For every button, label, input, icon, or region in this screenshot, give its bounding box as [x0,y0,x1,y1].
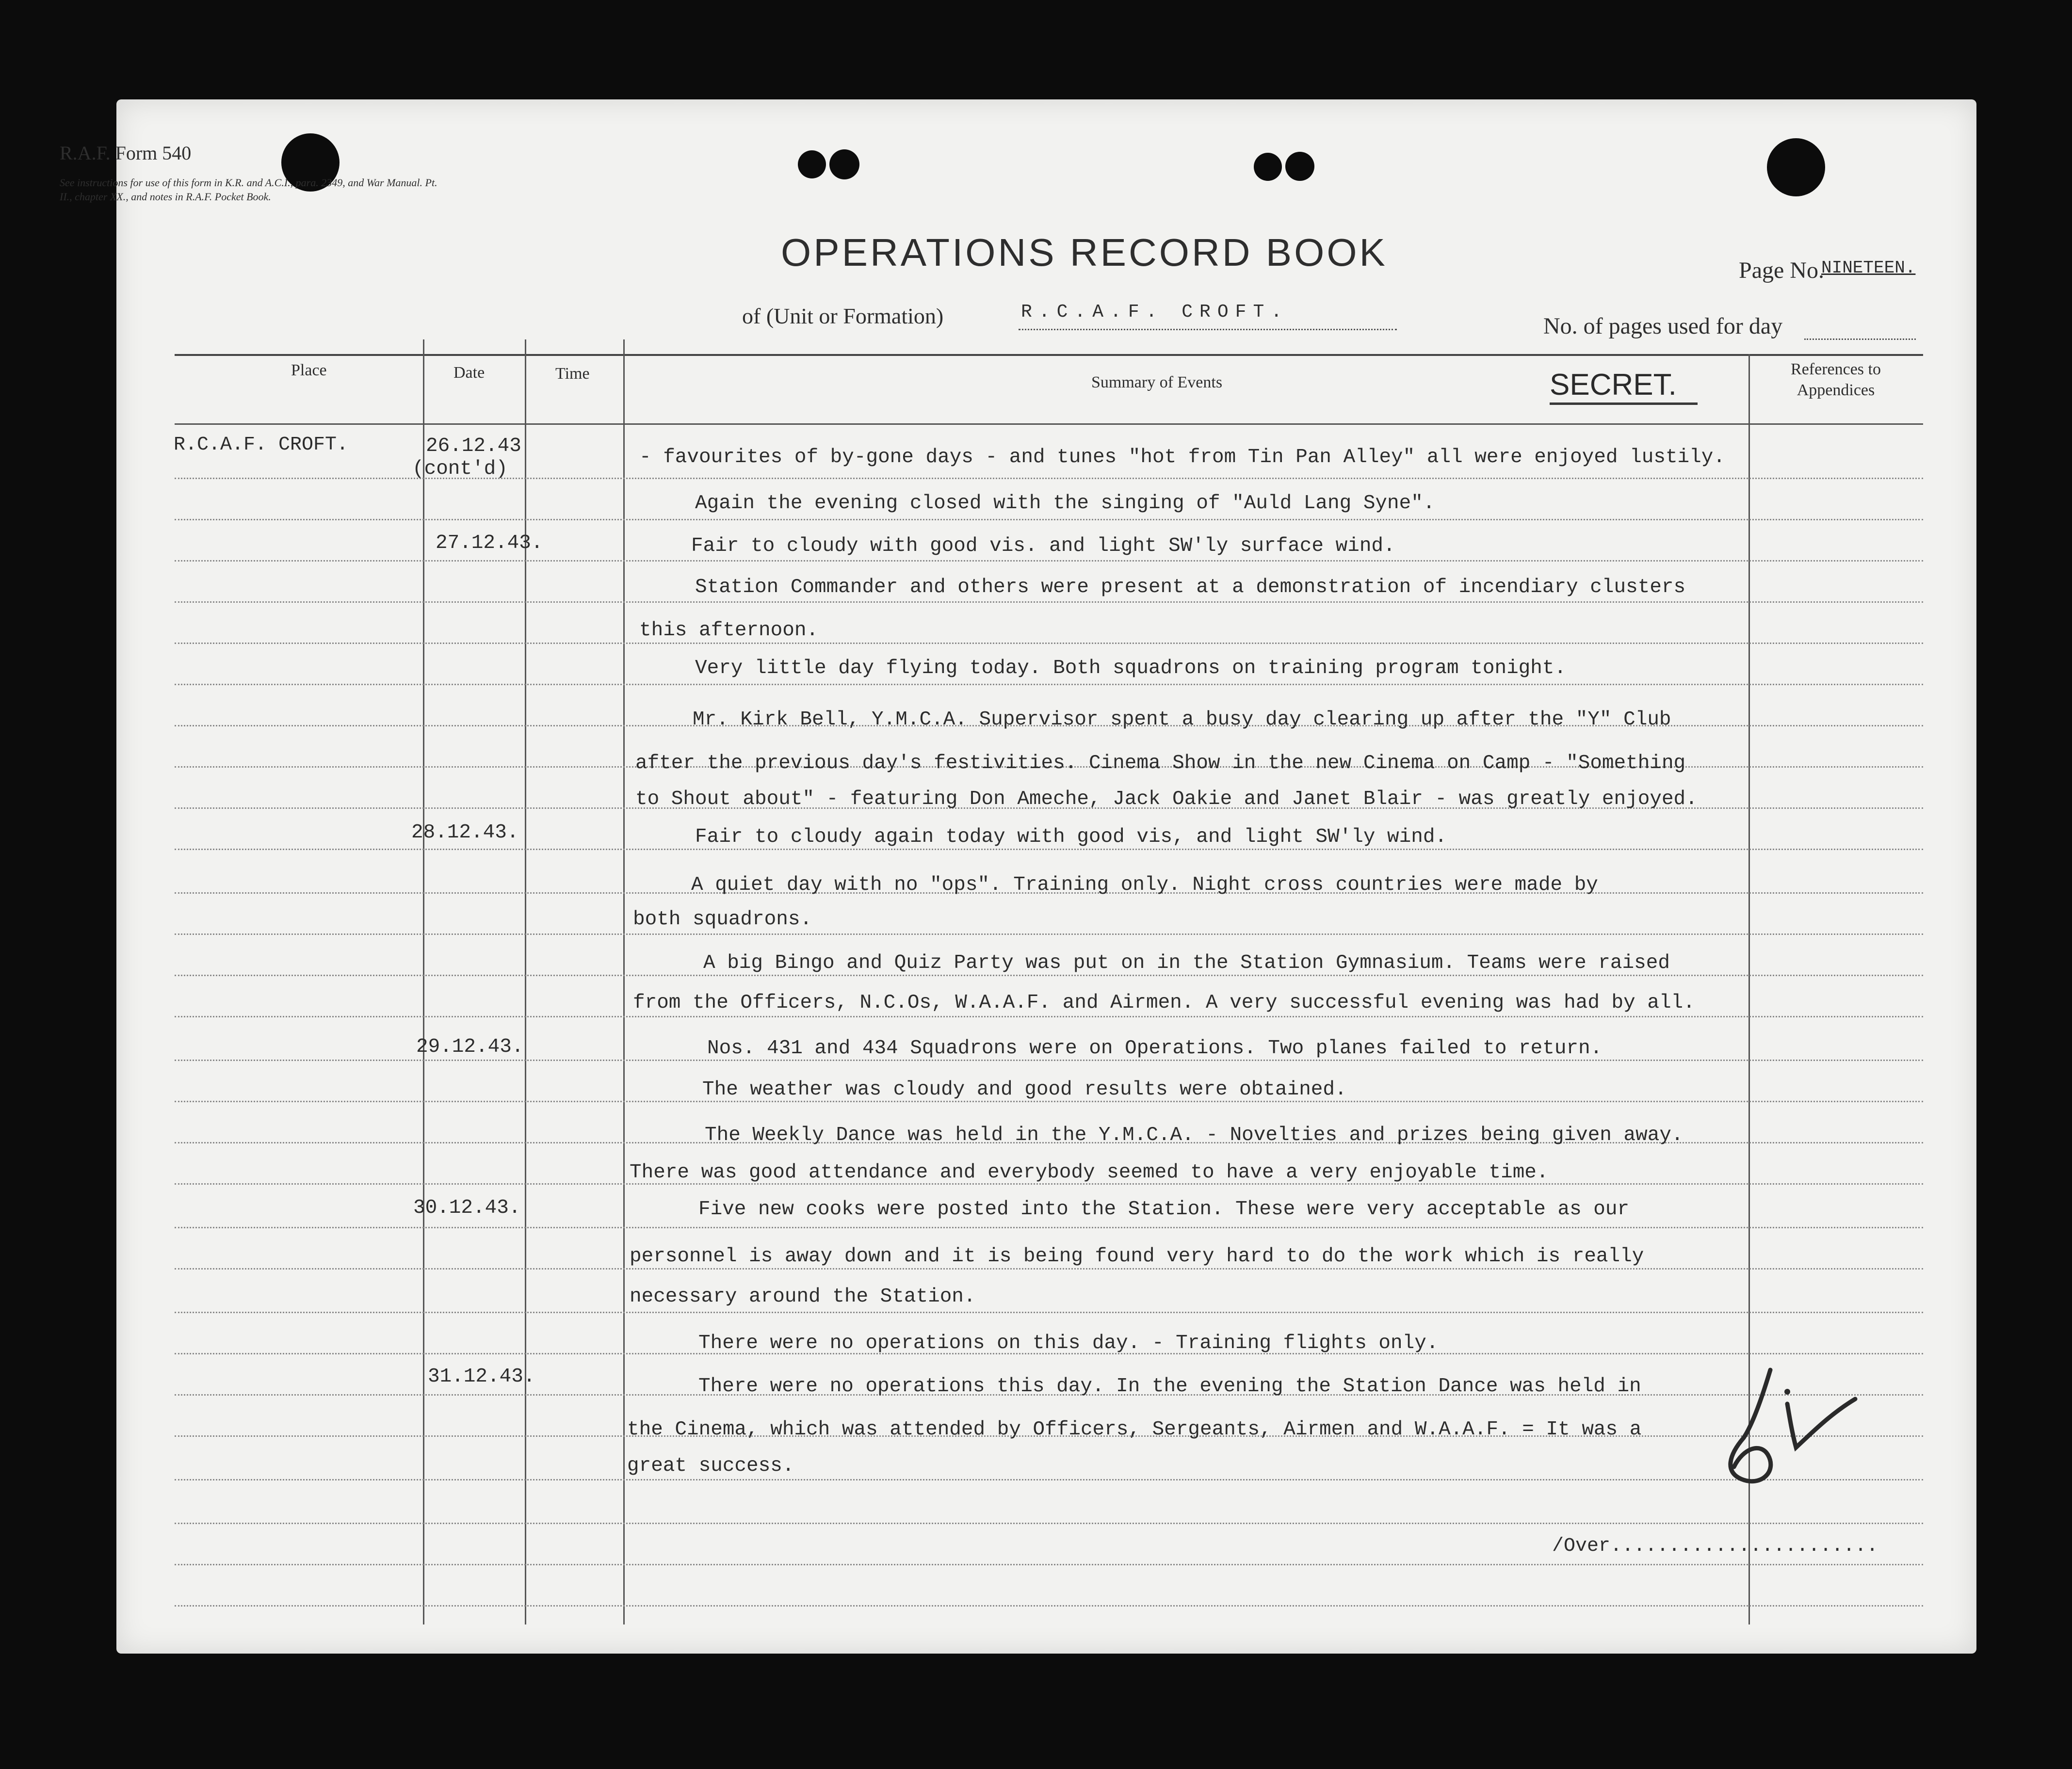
ruled-line [175,933,1923,935]
summary-line: from the Officers, N.C.Os, W.A.A.F. and Airmen. A very successful evening was had by all. [633,992,1695,1014]
rivet-hole [1254,153,1282,181]
ruled-line [175,1564,1923,1565]
rivet-hole [798,150,826,178]
table-top-rule [175,354,1923,356]
summary-line: Five new cooks were posted into the Station. These were very acceptable as our [698,1198,1630,1221]
ruled-line [175,643,1923,644]
column-header-summary: Summary of Events [1091,373,1223,391]
summary-line: to Shout about" - featuring Don Ameche, Jack Oakie and Janet Blair - was greatly enjoyed. [635,788,1698,810]
summary-line: both squadrons. [633,908,812,931]
ruled-line [175,1060,1923,1061]
summary-line: The Weekly Dance was held in the Y.M.C.A. - Novelties and prizes being given away. [705,1124,1684,1146]
summary-line: necessary around the Station. [630,1286,976,1308]
rivet-hole [829,149,859,179]
column-header-place: Place [291,361,327,379]
ruled-line [175,1227,1923,1228]
date-entry: 30.12.43. [413,1197,521,1219]
summary-line: Station Commander and others were present at a demonstration of incendiary clusters [695,576,1686,598]
handwritten-initials [1715,1351,1870,1511]
ruled-line [175,684,1923,685]
form-number: R.A.F. Form 540 [60,142,192,164]
summary-line: great success. [627,1455,794,1477]
ruled-line [175,1605,1923,1607]
page-title: OPERATIONS RECORD BOOK [781,231,1388,274]
ruled-line [175,1016,1923,1017]
classification-underline [1550,402,1698,405]
column-header-time: Time [555,365,590,383]
column-header-date: Date [453,364,485,382]
continuation-note: /Over....................... [1552,1535,1878,1557]
ruled-line [175,975,1923,976]
date-entry: 27.12.43. [436,532,543,554]
ruled-line [175,849,1923,850]
place-entry: R.C.A.F. CROFT. [174,434,349,456]
pages-used-line [1804,338,1916,340]
classification-stamp: SECRET. [1550,368,1677,402]
summary-line: Again the evening closed with the singing of "Auld Lang Syne". [695,492,1435,515]
date-entry: (cont'd) [412,458,508,480]
summary-line: Very little day flying today. Both squadrons on training program tonight. [695,657,1567,679]
pages-used-label: No. of pages used for day [1543,313,1783,339]
ruled-line [175,1523,1923,1524]
unit-value: R.C.A.F. CROFT. [1021,302,1289,322]
ruled-line [175,1101,1923,1102]
summary-line: Mr. Kirk Bell, Y.M.C.A. Supervisor spent a busy day clearing up after the "Y" Club [693,708,1671,731]
summary-line: personnel is away down and it is being found very hard to do the work which is really [630,1245,1644,1268]
ruled-line [175,519,1923,520]
ruled-line [175,1479,1923,1480]
summary-line: after the previous day's festivities. Cinema Show in the new Cinema on Camp - "Something [635,752,1686,774]
summary-line: There was good attendance and everybody seemed to have a very enjoyable time. [630,1161,1549,1184]
punch-hole-right [1767,138,1825,196]
table-header-rule [175,423,1923,425]
page-number-value: NINETEEN. [1821,258,1916,278]
summary-line: A quiet day with no "ops". Training only. Night cross countries were made by [691,874,1598,896]
summary-line: There were no operations this day. In the evening the Station Dance was held in [698,1375,1641,1398]
unit-label: of (Unit or Formation) [742,304,944,328]
column-header-references: References to Appendices [1791,360,1881,399]
summary-line: Nos. 431 and 434 Squadrons were on Operations. Two planes failed to return. [707,1037,1603,1060]
summary-line: this afternoon. [639,619,819,642]
summary-line: - favourites of by-gone days - and tunes "hot from Tin Pan Alley" all were enjoyed lustily. [639,446,1725,468]
summary-line: A big Bingo and Quiz Party was put on in the Station Gymnasium. Teams were raised [703,952,1670,974]
summary-line: There were no operations on this day. - Training flights only. [698,1332,1439,1354]
page-number-label: Page No. [1739,257,1824,283]
rivet-hole [1285,152,1314,181]
col-divider-place [423,339,424,1624]
unit-underline [1019,329,1397,330]
col-divider-time [623,339,625,1624]
ruled-line [175,1312,1923,1313]
summary-line: The weather was cloudy and good results were obtained. [702,1078,1347,1101]
ruled-line [175,1268,1923,1270]
date-entry: 31.12.43. [428,1366,535,1388]
date-entry: 26.12.43 [426,435,521,457]
ruled-line [175,601,1923,603]
date-entry: 29.12.43. [416,1036,524,1058]
summary-line: the Cinema, which was attended by Officers, Sergeants, Airmen and W.A.A.F. = It was a [627,1418,1642,1441]
summary-line: Fair to cloudy with good vis. and light SW'ly surface wind. [691,535,1395,557]
date-entry: 28.12.43. [411,821,519,844]
ruled-line [175,560,1923,562]
summary-line: Fair to cloudy again today with good vis, and light SW'ly wind. [695,826,1447,848]
form-instructions: See instructions for use of this form in K.R. and A.C.I., para. 2349, and War Manual. Pt. II., chapter XX., and notes in R.A.F. Pocket Book. [60,177,437,203]
